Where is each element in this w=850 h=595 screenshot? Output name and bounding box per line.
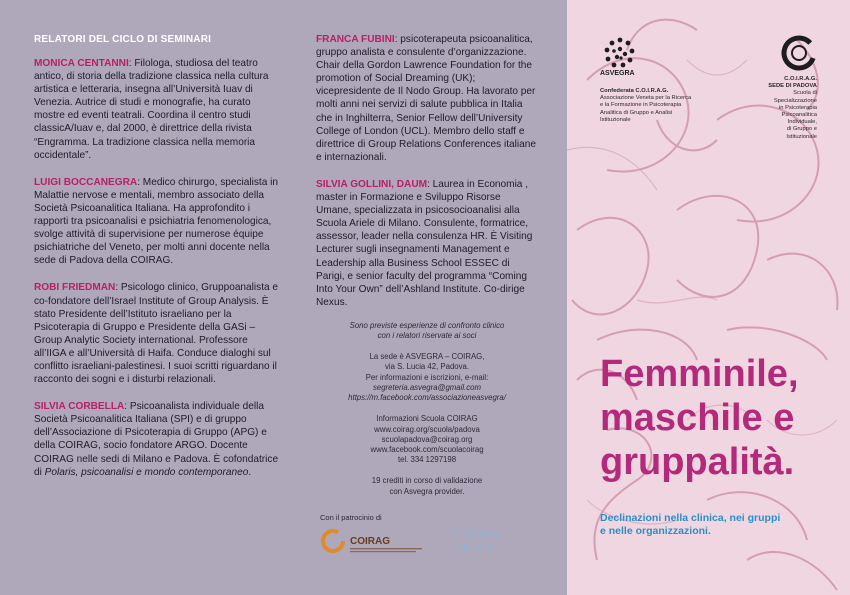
email-link[interactable]: segreteria.asvegra@gmail.com — [372, 382, 482, 392]
coirag-caption-line: in Psicoterapia — [778, 104, 817, 111]
speaker-text: : Psicoanalista individuale della Società Psicoanalitica Italiana (SPI) e di gruppo dell’Associazione di Psicoterapia di Gruppo (APG) e della COIRAG, socio fondatore ARGO. Docente COIRAG nelle sedi di Milano e Padova. È cofondatrice di — [34, 401, 279, 478]
speaker-text: : Psicologo clinico, Gruppoanalista e co-fondatore dell’Israel Institute of Group Analysis. È stato Presidente dell’Istituto israeliano per la Psicoterapia di Gruppo e Presidente della GASi – Group Analytic Society international. Professore all’IIGA e all’Università di Haifa. Conduce dialoghi sul conflitto israeliani-palestinesi. I suoi scritti riguardano il racconto dei sogni e i disturbi relazionali. — [34, 282, 279, 386]
speaker-tail: . — [248, 466, 252, 478]
speaker-bio — [34, 57, 282, 162]
cover-subtitle — [600, 512, 828, 538]
coirag-caption-line: Individuale, — [787, 119, 817, 126]
asvegra-caption — [600, 88, 710, 124]
credits-info — [316, 476, 538, 496]
credits-line: 19 crediti in corso di validazione — [371, 476, 483, 486]
speakers-column-2 — [316, 33, 538, 508]
speaker-name: SILVIA GOLLINI, DAUM — [316, 178, 428, 190]
venue-line: Per informazioni e iscrizioni, e-mail: — [365, 372, 489, 382]
title-line: Femminile, — [600, 353, 799, 395]
subtitle-line: e nelle organizzazioni. — [600, 525, 711, 537]
speaker-bio — [34, 281, 282, 386]
cover-panel — [567, 0, 850, 595]
coirag-caption-line: Psicoanalitica — [781, 112, 817, 119]
speaker-text: : Laurea in Economia , master in Formazione e Sviluppo Risorse Umane, specializzata in psicosocioanalisi alla Scuola Ariele di Milano. Consulente, formatrice, assessor, leader nella consulenza HR. È Visiting Lecturer sugli insegnamenti Management e Leadership alla Business School ESSEC di Parigi, e senior faculty del programma “Coming Into Your Own” dell’Ashland Institute. Co-dirige Nexus. — [316, 178, 533, 308]
school-email-link[interactable]: scuolapadova@coirag.org — [381, 434, 473, 444]
school-info — [316, 414, 538, 465]
ilnodo-logo-text: GROUP — [453, 541, 495, 555]
subtitle-line: Declinazioni nella clinica, nei gruppi — [600, 512, 781, 524]
speaker-bio — [34, 400, 282, 479]
asvegra-caption-line: Istituzionale — [600, 116, 631, 123]
asvegra-logo-icon — [603, 36, 637, 70]
asvegra-caption-line: Analitica di Gruppo e Analisi — [600, 109, 673, 116]
speaker-bio — [316, 178, 538, 309]
coirag-caption-line: Scuola di — [793, 90, 817, 97]
coirag-caption — [727, 76, 817, 141]
coirag-caption-line: SEDE DI PADOVA — [768, 83, 817, 90]
speaker-text: : psicoterapeuta psicoanalitica, gruppo analista e consulente d’organizzazione. Chair della Gordon Lawrence Foundation for the promotion of Social Dreaming (UK); vicepresidente de Il Nodo Group. Ha lavorato per molti anni nei servizi di salute pubblica in Italia che in Inghilterra, Senior Fellow dell’University College of London (UCL). Membro dello staff e direttrice di Group Relations Conferences italiane e internazionali. — [316, 34, 536, 163]
coirag-logo-text: COIRAG — [350, 536, 390, 547]
venue-info — [316, 352, 538, 403]
credits-line: con Asvegra provider. — [389, 486, 465, 496]
school-facebook-link[interactable]: www.facebook.com/scuolacoirag — [370, 444, 484, 454]
speaker-name: ROBI FRIEDMAN — [34, 282, 116, 294]
note-line: Sono previste esperienze di confronto clinico — [349, 320, 505, 330]
speaker-bio — [34, 176, 282, 268]
speaker-text: : Medico chirurgo, specialista in Malattie nervose e mentali, membro associato della Società Psicoanalitica Italiana. Ha approfondito i rapporti tra psicoanalisi e psichiatria fenomenologica, svolge attività di supervisione per numerose équipe psichiatriche del Veneto, per molti anni docente nella sede di Padova della COIRAG. — [34, 176, 279, 267]
coirag-caption-line: C.O.I.R.A.G. — [784, 76, 817, 82]
speaker-name: FRANCA FUBINI — [316, 34, 395, 45]
speaker-bio — [316, 33, 538, 164]
patronage-label: Con il patrocinio di — [320, 513, 382, 522]
speaker-name: SILVIA CORBELLA — [34, 401, 125, 413]
speaker-italic-text: Polaris, psicoanalisi e mondo contemporaneo — [44, 466, 249, 478]
asvegra-logo-name: ASVEGRA — [600, 70, 635, 77]
coirag-caption-line: Istituzionale — [786, 133, 817, 140]
ilnodo-logo-text: IL NODO — [449, 527, 499, 541]
title-line: maschile e — [600, 397, 795, 439]
asvegra-caption-line: e la Formazione in Psicoterapia — [600, 102, 682, 109]
coirag-patron-logo — [320, 527, 428, 555]
speakers-column-1 — [34, 34, 282, 493]
speakers-heading: RELATORI DEL CICLO DI SEMINARI — [34, 34, 212, 45]
facebook-link[interactable]: https://m.facebook.com/associazioneasvegra/ — [348, 393, 506, 403]
title-line: gruppalità. — [600, 441, 795, 483]
school-phone: tel. 334 1297198 — [397, 455, 457, 465]
coirag-caption-line: di Gruppo e — [786, 126, 817, 133]
speaker-name: LUIGI BOCCANEGRA — [34, 176, 138, 188]
coirag-caption-line: Specializzazione — [773, 97, 817, 104]
note-line: con i relatori riservate ai soci — [377, 331, 477, 341]
asvegra-caption-line: Associazione Veneta per la Ricerca — [600, 95, 692, 102]
speaker-name: MONICA CENTANNI — [34, 58, 129, 69]
venue-line: via S. Lucia 42, Padova. — [384, 362, 470, 372]
ilnodo-patron-logo — [434, 525, 514, 557]
school-line: Informazioni Scuola COIRAG — [376, 414, 478, 424]
asvegra-caption-line: Confederata C.O.I.R.A.G. — [600, 88, 669, 94]
speaker-text: : Filologa, studiosa del teatro antico, di storia della tradizione classica nella cultura artistica e letteraria, insegna all’Università Iuav di Venezia. Autrice di studi e monografie, ha curato mostre ed eventi teatrali. Coordina il centro studi classicA/Iuav e, dal 2000, è direttrice della rivista “Engramma. La tradizione classica nella memoria occidentale”. — [34, 58, 269, 161]
venue-line: La sede è ASVEGRA – COIRAG, — [369, 352, 485, 362]
clinical-note — [316, 321, 538, 341]
school-website-link[interactable]: www.coirag.org/scuola/padova — [374, 424, 480, 434]
cover-title — [600, 352, 840, 484]
coirag-logo-icon — [779, 33, 821, 73]
coirag-ring-icon — [323, 531, 343, 551]
info-block — [316, 321, 538, 497]
